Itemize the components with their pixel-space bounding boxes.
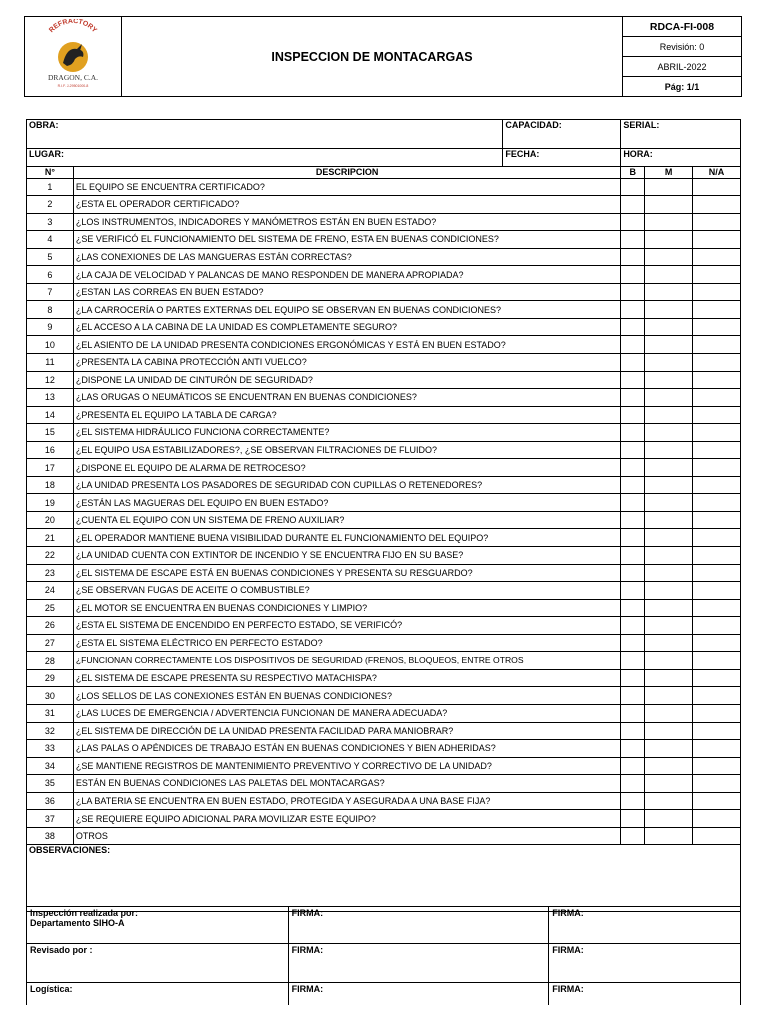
- item-number: 23: [27, 564, 74, 582]
- check-cell-b[interactable]: [621, 634, 645, 652]
- check-cell-na[interactable]: [693, 547, 741, 565]
- check-cell-na[interactable]: [693, 301, 741, 319]
- table-row: [27, 757, 741, 775]
- table-row: [27, 389, 741, 407]
- firma-field-3[interactable]: [288, 944, 549, 983]
- check-cell-m[interactable]: [645, 494, 693, 512]
- check-cell-b[interactable]: [621, 213, 645, 231]
- table-row: [27, 775, 741, 793]
- table-row: [27, 336, 741, 354]
- capacidad-label: CAPACIDAD:: [505, 120, 562, 130]
- col-header-na: N/A: [693, 166, 741, 178]
- firma-label: FIRMA:: [552, 945, 584, 955]
- item-description: ¿LA CAJA DE VELOCIDAD Y PALANCAS DE MANO RESPONDEN DE MANERA APROPIADA?: [73, 266, 620, 284]
- table-row: [27, 406, 741, 424]
- item-description: ¿EL OPERADOR MANTIENE BUENA VISIBILIDAD DURANTE EL FUNCIONAMIENTO DEL EQUIPO?: [73, 529, 620, 547]
- table-row: [27, 792, 741, 810]
- table-row: [27, 283, 741, 301]
- firma-label: FIRMA:: [291, 945, 324, 955]
- table-row: [27, 810, 741, 828]
- check-cell-na[interactable]: [693, 389, 741, 407]
- firma-field-4[interactable]: [549, 944, 741, 983]
- item-number: 26: [27, 617, 74, 635]
- item-description: ¿DISPONE EL EQUIPO DE ALARMA DE RETROCESO?: [73, 459, 620, 477]
- check-cell-na[interactable]: [693, 775, 741, 793]
- check-cell-b[interactable]: [621, 810, 645, 828]
- item-number: 13: [27, 389, 74, 407]
- document-code: RDCA-FI-008: [623, 17, 742, 37]
- item-number: 7: [27, 283, 74, 301]
- firma-label: FIRMA:: [291, 908, 324, 918]
- serial-field[interactable]: [621, 120, 741, 149]
- item-description: OTROS: [73, 827, 620, 845]
- check-cell-m[interactable]: [645, 529, 693, 547]
- item-number: 32: [27, 722, 74, 740]
- item-number: 14: [27, 406, 74, 424]
- inspeccion-cell: [27, 907, 289, 944]
- check-cell-b[interactable]: [621, 564, 645, 582]
- item-number: 29: [27, 669, 74, 687]
- item-description: ¿PRESENTA LA CABINA PROTECCIÓN ANTI VUELCO?: [73, 354, 620, 372]
- check-cell-na[interactable]: [693, 687, 741, 705]
- check-cell-b[interactable]: [621, 704, 645, 722]
- check-cell-m[interactable]: [645, 599, 693, 617]
- table-row: [27, 704, 741, 722]
- check-cell-na[interactable]: [693, 617, 741, 635]
- check-cell-m[interactable]: [645, 371, 693, 389]
- table-row: [27, 740, 741, 758]
- item-number: 19: [27, 494, 74, 512]
- table-row: [27, 599, 741, 617]
- revisado-label: Revisado por :: [30, 945, 93, 955]
- observaciones-label: OBSERVACIONES:: [29, 845, 111, 856]
- table-row: [27, 564, 741, 582]
- check-cell-na[interactable]: [693, 599, 741, 617]
- document-date: ABRIL-2022: [623, 57, 742, 77]
- item-number: 6: [27, 266, 74, 284]
- document-revision: Revisión: 0: [623, 37, 742, 57]
- check-cell-m[interactable]: [645, 459, 693, 477]
- item-number: 8: [27, 301, 74, 319]
- check-cell-m[interactable]: [645, 582, 693, 600]
- item-description: ¿DISPONE LA UNIDAD DE CINTURÓN DE SEGURIDAD?: [73, 371, 620, 389]
- check-cell-m[interactable]: [645, 547, 693, 565]
- item-number: 10: [27, 336, 74, 354]
- check-cell-b[interactable]: [621, 529, 645, 547]
- table-row: [27, 722, 741, 740]
- item-description: ¿SE VERIFICÓ EL FUNCIONAMIENTO DEL SISTEMA DE FRENO, ESTA EN BUENAS CONDICIONES?: [73, 231, 620, 249]
- check-cell-m[interactable]: [645, 389, 693, 407]
- item-description: ¿LAS PALAS O APÉNDICES DE TRABAJO ESTÁN EN BUENAS CONDICIONES Y BIEN ADHERIDAS?: [73, 740, 620, 758]
- table-row: [27, 213, 741, 231]
- item-number: 31: [27, 704, 74, 722]
- check-cell-na[interactable]: [693, 827, 741, 845]
- check-cell-m[interactable]: [645, 740, 693, 758]
- check-cell-m[interactable]: [645, 810, 693, 828]
- check-cell-na[interactable]: [693, 494, 741, 512]
- item-description: ESTÁN EN BUENAS CONDICIONES LAS PALETAS DEL MONTACARGAS?: [73, 775, 620, 793]
- check-cell-b[interactable]: [621, 459, 645, 477]
- fecha-field[interactable]: [503, 149, 621, 167]
- item-description: ¿ESTAN LAS CORREAS EN BUEN ESTADO?: [73, 283, 620, 301]
- item-description: ¿LAS CONEXIONES DE LAS MANGUERAS ESTÁN CORRECTAS?: [73, 248, 620, 266]
- check-cell-na[interactable]: [693, 266, 741, 284]
- firma-label: FIRMA:: [291, 984, 324, 994]
- check-cell-b[interactable]: [621, 389, 645, 407]
- check-cell-na[interactable]: [693, 318, 741, 336]
- serial-label: SERIAL:: [623, 120, 660, 130]
- check-cell-na[interactable]: [693, 634, 741, 652]
- table-row: [27, 827, 741, 845]
- hora-field[interactable]: [621, 149, 741, 167]
- capacidad-field[interactable]: [503, 120, 621, 149]
- check-cell-na[interactable]: [693, 406, 741, 424]
- check-cell-b[interactable]: [621, 196, 645, 214]
- table-row: [27, 669, 741, 687]
- item-number: 34: [27, 757, 74, 775]
- table-row: [27, 301, 741, 319]
- item-description: ¿LAS LUCES DE EMERGENCIA / ADVERTENCIA FUNCIONAN DE MANERA ADECUADA?: [73, 704, 620, 722]
- firma-field-2[interactable]: [549, 907, 741, 944]
- check-cell-na[interactable]: [693, 669, 741, 687]
- item-description: ¿ESTA EL OPERADOR CERTIFICADO?: [73, 196, 620, 214]
- check-cell-m[interactable]: [645, 757, 693, 775]
- check-cell-b[interactable]: [621, 283, 645, 301]
- check-cell-na[interactable]: [693, 582, 741, 600]
- check-cell-b[interactable]: [621, 406, 645, 424]
- item-number: 38: [27, 827, 74, 845]
- check-cell-b[interactable]: [621, 687, 645, 705]
- check-cell-b[interactable]: [621, 617, 645, 635]
- item-number: 1: [27, 178, 74, 196]
- table-row: [27, 266, 741, 284]
- item-description: ¿EL ASIENTO DE LA UNIDAD PRESENTA CONDICIONES ERGONÓMICAS Y ESTÁ EN BUEN ESTADO?: [73, 336, 620, 354]
- item-description: ¿EL SISTEMA HIDRÁULICO FUNCIONA CORRECTAMENTE?: [73, 424, 620, 442]
- item-description: ¿SE MANTIENE REGISTROS DE MANTENIMIENTO PREVENTIVO Y CORRECTIVO DE LA UNIDAD?: [73, 757, 620, 775]
- item-description: ¿EL ACCESO A LA CABINA DE LA UNIDAD ES COMPLETAMENTE SEGURO?: [73, 318, 620, 336]
- check-cell-b[interactable]: [621, 511, 645, 529]
- item-number: 22: [27, 547, 74, 565]
- check-cell-b[interactable]: [621, 494, 645, 512]
- check-cell-na[interactable]: [693, 178, 741, 196]
- inspeccion-label: Inspección realizada por:: [30, 908, 139, 918]
- check-cell-m[interactable]: [645, 283, 693, 301]
- check-cell-m[interactable]: [645, 213, 693, 231]
- table-row: [27, 354, 741, 372]
- check-cell-na[interactable]: [693, 704, 741, 722]
- item-description: ¿ESTA EL SISTEMA ELÉCTRICO EN PERFECTO ESTADO?: [73, 634, 620, 652]
- check-cell-m[interactable]: [645, 318, 693, 336]
- check-cell-b[interactable]: [621, 248, 645, 266]
- check-cell-b[interactable]: [621, 740, 645, 758]
- item-number: 35: [27, 775, 74, 793]
- company-logo: [25, 17, 122, 97]
- check-cell-b[interactable]: [621, 775, 645, 793]
- item-number: 18: [27, 476, 74, 494]
- item-description: ¿EL SISTEMA DE ESCAPE PRESENTA SU RESPECTIVO MATACHISPA?: [73, 669, 620, 687]
- item-number: 17: [27, 459, 74, 477]
- check-cell-b[interactable]: [621, 424, 645, 442]
- check-cell-m[interactable]: [645, 424, 693, 442]
- check-cell-b[interactable]: [621, 757, 645, 775]
- check-cell-b[interactable]: [621, 354, 645, 372]
- check-cell-na[interactable]: [693, 652, 741, 670]
- item-number: 4: [27, 231, 74, 249]
- check-cell-na[interactable]: [693, 564, 741, 582]
- logistica-cell: [27, 983, 289, 1006]
- table-row: [27, 494, 741, 512]
- check-cell-na[interactable]: [693, 792, 741, 810]
- check-cell-b[interactable]: [621, 336, 645, 354]
- item-description: ¿LOS INSTRUMENTOS, INDICADORES Y MANÓMETROS ESTÁN EN BUEN ESTADO?: [73, 213, 620, 231]
- check-cell-b[interactable]: [621, 547, 645, 565]
- check-cell-b[interactable]: [621, 652, 645, 670]
- check-cell-b[interactable]: [621, 266, 645, 284]
- check-cell-m[interactable]: [645, 827, 693, 845]
- table-row: [27, 441, 741, 459]
- table-row: [27, 511, 741, 529]
- table-row: [27, 178, 741, 196]
- item-description: ¿PRESENTA EL EQUIPO LA TABLA DE CARGA?: [73, 406, 620, 424]
- check-cell-m[interactable]: [645, 511, 693, 529]
- firma-field-1[interactable]: [288, 907, 549, 944]
- check-cell-na[interactable]: [693, 722, 741, 740]
- check-cell-b[interactable]: [621, 301, 645, 319]
- check-cell-m[interactable]: [645, 564, 693, 582]
- check-cell-na[interactable]: [693, 757, 741, 775]
- table-row: [27, 634, 741, 652]
- col-header-m: M: [645, 166, 693, 178]
- item-number: 24: [27, 582, 74, 600]
- table-row: [27, 687, 741, 705]
- check-cell-b[interactable]: [621, 178, 645, 196]
- check-cell-na[interactable]: [693, 476, 741, 494]
- item-description: ¿EL SISTEMA DE DIRECCIÓN DE LA UNIDAD PRESENTA FACILIDAD PARA MANIOBRAR?: [73, 722, 620, 740]
- item-description: ¿EL MOTOR SE ENCUENTRA EN BUENAS CONDICIONES Y LIMPIO?: [73, 599, 620, 617]
- check-cell-na[interactable]: [693, 231, 741, 249]
- check-cell-b[interactable]: [621, 231, 645, 249]
- check-cell-m[interactable]: [645, 441, 693, 459]
- check-cell-b[interactable]: [621, 371, 645, 389]
- check-cell-na[interactable]: [693, 196, 741, 214]
- check-cell-na[interactable]: [693, 511, 741, 529]
- check-cell-na[interactable]: [693, 354, 741, 372]
- firma-field-5[interactable]: [288, 983, 549, 1006]
- table-row: [27, 196, 741, 214]
- check-cell-na[interactable]: [693, 283, 741, 301]
- fecha-label: FECHA:: [505, 149, 540, 159]
- check-cell-b[interactable]: [621, 599, 645, 617]
- check-cell-m[interactable]: [645, 266, 693, 284]
- table-row: [27, 617, 741, 635]
- logistica-label: Logística:: [30, 984, 73, 994]
- check-cell-m[interactable]: [645, 634, 693, 652]
- dragon-logo-icon: [33, 19, 113, 89]
- check-cell-na[interactable]: [693, 248, 741, 266]
- document-header: [24, 16, 742, 97]
- check-cell-m[interactable]: [645, 354, 693, 372]
- item-number: 5: [27, 248, 74, 266]
- item-number: 9: [27, 318, 74, 336]
- check-cell-b[interactable]: [621, 722, 645, 740]
- check-cell-m[interactable]: [645, 476, 693, 494]
- svg-text:REFRACTORY: [48, 19, 98, 34]
- item-description: ¿ESTÁN LAS MAGUERAS DEL EQUIPO EN BUEN ESTADO?: [73, 494, 620, 512]
- table-row: [27, 318, 741, 336]
- table-row: [27, 424, 741, 442]
- item-description: ¿EL EQUIPO USA ESTABILIZADORES?, ¿SE OBSERVAN FILTRACIONES DE FLUIDO?: [73, 441, 620, 459]
- item-description: ¿LA UNIDAD PRESENTA LOS PASADORES DE SEGURIDAD CON CUPILLAS O RETENEDORES?: [73, 476, 620, 494]
- item-description: ¿LA BATERIA SE ENCUENTRA EN BUEN ESTADO, PROTEGIDA Y ASEGURADA A UNA BASE FIJA?: [73, 792, 620, 810]
- table-header-row: [27, 166, 741, 178]
- firma-label: FIRMA:: [552, 908, 584, 918]
- check-cell-na[interactable]: [693, 810, 741, 828]
- check-cell-na[interactable]: [693, 740, 741, 758]
- check-cell-b[interactable]: [621, 827, 645, 845]
- item-number: 12: [27, 371, 74, 389]
- check-cell-m[interactable]: [645, 617, 693, 635]
- table-row: [27, 248, 741, 266]
- lugar-label: LUGAR:: [29, 149, 64, 159]
- table-row: [27, 459, 741, 477]
- item-number: 15: [27, 424, 74, 442]
- item-description: ¿CUENTA EL EQUIPO CON UN SISTEMA DE FRENO AUXILIAR?: [73, 511, 620, 529]
- check-cell-na[interactable]: [693, 529, 741, 547]
- item-number: 11: [27, 354, 74, 372]
- item-number: 2: [27, 196, 74, 214]
- item-description: EL EQUIPO SE ENCUENTRA CERTIFICADO?: [73, 178, 620, 196]
- table-row: [27, 582, 741, 600]
- table-row: [27, 476, 741, 494]
- item-description: ¿SE OBSERVAN FUGAS DE ACEITE O COMBUSTIBLE?: [73, 582, 620, 600]
- check-cell-b[interactable]: [621, 669, 645, 687]
- logo-rif: R.I.F. J-29501000-8: [57, 84, 89, 88]
- item-number: 25: [27, 599, 74, 617]
- firma-field-6[interactable]: [549, 983, 741, 1006]
- table-row: [27, 652, 741, 670]
- col-header-num: N°: [27, 166, 74, 178]
- check-cell-na[interactable]: [693, 371, 741, 389]
- item-description: ¿EL SISTEMA DE ESCAPE ESTÁ EN BUENAS CONDICIONES Y PRESENTA SU RESGUARDO?: [73, 564, 620, 582]
- item-description: ¿LA UNIDAD CUENTA CON EXTINTOR DE INCENDIO Y SE ENCUENTRA FIJO EN SU BASE?: [73, 547, 620, 565]
- check-cell-m[interactable]: [645, 652, 693, 670]
- check-cell-b[interactable]: [621, 476, 645, 494]
- item-number: 21: [27, 529, 74, 547]
- revisado-cell: [27, 944, 289, 983]
- check-cell-m[interactable]: [645, 406, 693, 424]
- item-number: 27: [27, 634, 74, 652]
- item-number: 20: [27, 511, 74, 529]
- check-cell-na[interactable]: [693, 336, 741, 354]
- col-header-b: B: [621, 166, 645, 178]
- lugar-field[interactable]: [27, 149, 503, 167]
- check-cell-na[interactable]: [693, 459, 741, 477]
- logo-company-name: DRAGON, C.A.: [47, 73, 99, 82]
- check-cell-m[interactable]: [645, 775, 693, 793]
- obra-field[interactable]: [27, 120, 503, 149]
- check-cell-b[interactable]: [621, 441, 645, 459]
- signature-section: [26, 906, 741, 1005]
- item-description: ¿ESTA EL SISTEMA DE ENCENDIDO EN PERFECTO ESTADO, SE VERIFICÓ?: [73, 617, 620, 635]
- table-row: [27, 547, 741, 565]
- document-page: Pág: 1/1: [623, 77, 742, 97]
- table-row: [27, 371, 741, 389]
- item-number: 16: [27, 441, 74, 459]
- item-number: 28: [27, 652, 74, 670]
- check-cell-m[interactable]: [645, 178, 693, 196]
- check-cell-b[interactable]: [621, 318, 645, 336]
- item-number: 30: [27, 687, 74, 705]
- check-cell-m[interactable]: [645, 669, 693, 687]
- check-cell-b[interactable]: [621, 792, 645, 810]
- check-cell-m[interactable]: [645, 196, 693, 214]
- inspeccion-dept: Departamento SIHO-A: [30, 918, 125, 928]
- inspection-form: [26, 119, 741, 912]
- item-number: 3: [27, 213, 74, 231]
- check-cell-m[interactable]: [645, 792, 693, 810]
- item-number: 36: [27, 792, 74, 810]
- check-cell-m[interactable]: [645, 722, 693, 740]
- item-number: 37: [27, 810, 74, 828]
- check-cell-m[interactable]: [645, 248, 693, 266]
- check-cell-b[interactable]: [621, 582, 645, 600]
- table-row: [27, 231, 741, 249]
- item-description: ¿LA CARROCERÍA O PARTES EXTERNAS DEL EQUIPO SE OBSERVAN EN BUENAS CONDICIONES?: [73, 301, 620, 319]
- check-cell-m[interactable]: [645, 704, 693, 722]
- check-cell-na[interactable]: [693, 441, 741, 459]
- item-description: ¿LOS SELLOS DE LAS CONEXIONES ESTÁN EN BUENAS CONDICIONES?: [73, 687, 620, 705]
- obra-label: OBRA:: [29, 120, 59, 130]
- col-header-desc: DESCRIPCION: [73, 166, 620, 178]
- item-number: 33: [27, 740, 74, 758]
- item-description: ¿FUNCIONAN CORRECTAMENTE LOS DISPOSITIVOS DE SEGURIDAD (FRENOS, BLOQUEOS, ENTRE OTROS: [73, 652, 620, 670]
- logo-arc-text: REFRACTORY: [48, 19, 98, 35]
- item-description: ¿SE REQUIERE EQUIPO ADICIONAL PARA MOVILIZAR ESTE EQUIPO?: [73, 810, 620, 828]
- check-cell-na[interactable]: [693, 213, 741, 231]
- item-description: ¿LAS ORUGAS O NEUMÁTICOS SE ENCUENTRAN EN BUENAS CONDICIONES?: [73, 389, 620, 407]
- firma-label: FIRMA:: [552, 984, 584, 994]
- check-cell-na[interactable]: [693, 424, 741, 442]
- check-cell-m[interactable]: [645, 231, 693, 249]
- hora-label: HORA:: [623, 149, 653, 159]
- document-title: INSPECCION DE MONTACARGAS: [122, 17, 623, 97]
- observaciones-field[interactable]: [27, 845, 741, 912]
- table-row: [27, 529, 741, 547]
- check-cell-m[interactable]: [645, 687, 693, 705]
- check-cell-m[interactable]: [645, 301, 693, 319]
- check-cell-m[interactable]: [645, 336, 693, 354]
